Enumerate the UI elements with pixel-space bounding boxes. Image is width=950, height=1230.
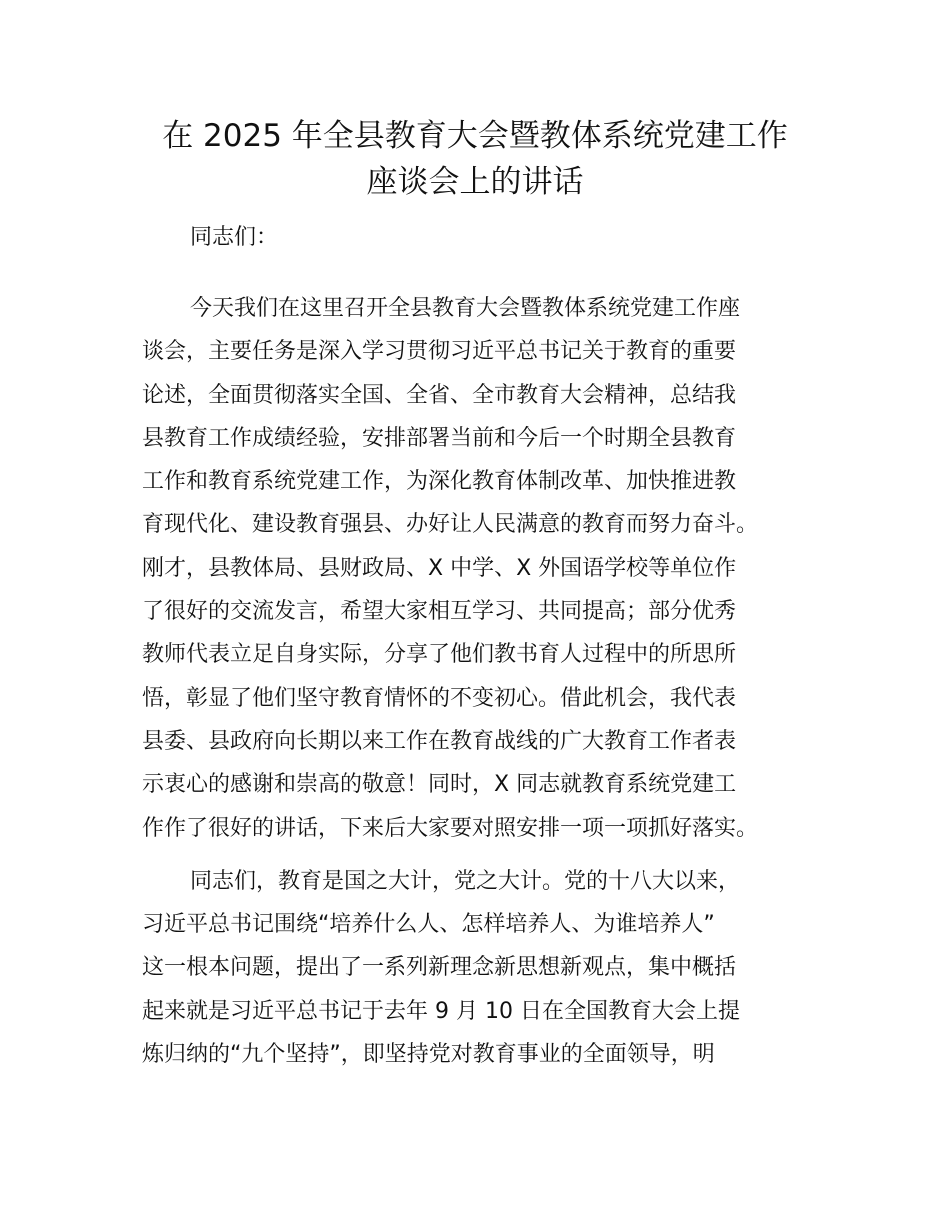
greeting: 同志们： xyxy=(190,225,279,250)
paragraph-line: 起来就是习近平总书记于去年 9 月 10 日在全国教育大会上提 xyxy=(142,998,740,1024)
paragraph-line: 习近平总书记围绕“培养什么人、怎样培养人、为谁培养人” xyxy=(142,912,715,938)
paragraph-line: 县委、县政府向长期以来工作在教育战线的广大教育工作者表 xyxy=(142,728,737,754)
paragraph-line: 了很好的交流发言，希望大家相互学习、共同提高；部分优秀 xyxy=(142,599,737,625)
paragraph-line: 工作和教育系统党建工作，为深化教育体制改革、加快推进教 xyxy=(142,469,737,495)
paragraph-line: 示衷心的感谢和崇高的敬意！同时，X 同志就教育系统党建工 xyxy=(142,772,737,798)
paragraph-1 xyxy=(142,287,832,850)
paragraph-line: 县教育工作成绩经验，安排部署当前和今后一个时期全县教育 xyxy=(142,425,737,451)
paragraph-line: 育现代化、建设教育强县、办好让人民满意的教育而努力奋斗。 xyxy=(142,512,759,538)
paragraph-line: 谈会，主要任务是深入学习贯彻习近平总书记关于教育的重要 xyxy=(142,339,737,365)
document-body xyxy=(142,216,832,1076)
paragraph-line: 炼归纳的“九个坚持”，即坚持党对教育事业的全面领导，明 xyxy=(142,1042,715,1068)
paragraph-line: 这一根本问题，提出了一系列新理念新思想新观点，集中概括 xyxy=(142,955,737,981)
paragraph-line: 作作了很好的讲话，下来后大家要对照安排一项一项抓好落实。 xyxy=(142,815,759,841)
paragraph-line: 教师代表立足自身实际，分享了他们教书育人过程中的所思所 xyxy=(142,642,737,668)
paragraph-line: 同志们，教育是国之大计，党之大计。党的十八大以来， xyxy=(190,868,741,894)
paragraph-line: 刚才，县教体局、县财政局、X 中学、X 外国语学校等单位作 xyxy=(142,555,737,581)
paragraph-line: 悟，彰显了他们坚守教育情怀的不变初心。借此机会，我代表 xyxy=(142,685,737,711)
document-title-line-2: 座谈会上的讲话 xyxy=(366,164,584,200)
paragraph-2 xyxy=(142,860,832,1076)
paragraph-line: 论述，全面贯彻落实全国、全省、全市教育大会精神，总结我 xyxy=(142,382,737,408)
paragraph-line: 今天我们在这里召开全县教育大会暨教体系统党建工作座 xyxy=(190,296,741,321)
document-title-line-1: 在 2025 年全县教育大会暨教体系统党建工作 xyxy=(162,118,788,154)
